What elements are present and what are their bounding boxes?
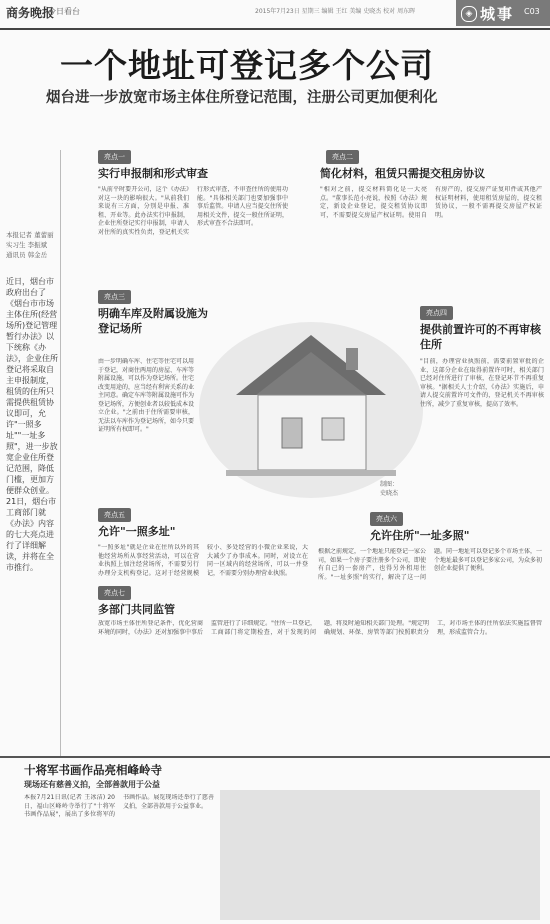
masthead: 商务晚报 — [6, 6, 55, 20]
bottom-article-subtitle: 现场还有慈善义拍，全部善款用于公益 — [24, 780, 160, 789]
byline-line: 实习生 李振斌 — [6, 241, 48, 249]
highlight-tag-5: 亮点五 — [98, 508, 131, 522]
section-title-3: 明确车库及附属设施为登记场所 — [98, 307, 208, 335]
section-body-5: "一照多址"就是企业在住所以外的其他经营场所从事经营活动，可以在营业执照上加注经营场所，不需要另行办理分支机构登记。这对于经营规模较小、多处经营的小微企业来说，大大减少了办事成本。同时，对设立在同一区域内的经营场所，可以一并登记，不需要分别办理营业执照。 — [98, 544, 308, 577]
section-title-2: 简化材料，租赁只需提交租房协议 — [320, 167, 485, 180]
page-subtitle: 烟台进一步放宽市场主体住所登记范围，注册公司更加便利化 — [46, 90, 438, 106]
column-divider — [60, 150, 61, 756]
page-header — [0, 0, 550, 28]
byline-line: 通讯员 韩金岳 — [6, 251, 48, 259]
city-icon: ◈ — [461, 6, 477, 22]
dateline: 2015年7月23日 星期三 编辑 王红 美编 史晓杰 校对 周东晖 — [255, 8, 416, 15]
highlight-tag-6: 亮点六 — [370, 512, 403, 526]
byline-line: 本报记者 董蕾丽 — [6, 231, 54, 239]
section-title-5: 允许"一照多址" — [98, 525, 176, 538]
section-body-3: 由一步明确车库、住宅等住宅可以用于登记，对商住两用的房屋、车库等附属设施，可以作为登记场所。住宅改变用途的，应当经有利害关系的业主同意。确定车库等附属设施可作为登记场所，方便创业者以较低成本设立企业。"之前由于住所需要审核，无法以车库作为登记场所，如今只要证明所有权即可。" — [98, 358, 194, 433]
page-code: C03 — [524, 7, 540, 16]
highlight-tag-4: 亮点四 — [420, 306, 453, 320]
page-title: 一个地址可登记多个公司 — [60, 46, 434, 85]
section-body-4: "目前，办理营业执照前，需要前置审批的企业，这部分企业在取得前置许可时，相关部门已经对住所进行了审核，在登记环节不再重复审核。"据相关人士介绍，《办法》实施后，申请人提交前置许可文件的，登记机关不再审核住所，减少了重复审核，提高了效率。 — [420, 358, 544, 408]
illustration-credit — [380, 480, 398, 498]
byline — [6, 230, 58, 260]
highlight-tag-3: 亮点三 — [98, 290, 131, 304]
highlight-tag-7: 亮点七 — [98, 586, 131, 600]
section-body-7: 放宽市场主体住所登记条件，优化营商环境的同时，《办法》还对加强事中事后监管进行了详细规定。"住所一旦登记，工商部门将定期检查，对于发现的问题，将及时通知相关部门处理。"规定明确规划、环保、房管等部门按照职责分工，对市场主体的住所依法实施监督管理，形成监管合力。 — [98, 620, 542, 636]
section-title-4: 提供前置许可的不再审核住所 — [420, 323, 541, 351]
credit-line: 制图： — [380, 481, 399, 488]
bottom-article-body: 本报7月21日讯(记者 王冰洁) 20日，福山区峰岭寺举行了"十将军书画作品展"，展出了多位将军的书画作品。展览现场还举行了慈善义拍，全部善款用于公益事业。 — [24, 794, 214, 818]
photo-placeholder — [220, 790, 540, 920]
bottom-rule — [0, 756, 550, 758]
lede-text: 近日，烟台市政府出台了《烟台市市场主体住所(经营场所)登记管理暂行办法》以下统称《办法》，企业住所登记将采取自主申报制度，租赁的住所只需提供租赁协议即可，允许"一照多址""一址多照"，进一步放宽企业住所登记范围，降低门槛，更加方便群众创业。21日，烟台市工商部门就《办法》内容的七大亮点进行了详细解读，并将在全市推行。 — [6, 277, 58, 572]
credit-line: 史晓杰 — [380, 490, 399, 497]
section-small: 今日看台 — [48, 7, 80, 16]
section-body-2: "相对之前，提交材料简化是一大亮点。"董事长范小亮说，按照《办法》规定，新设企业登记，提交租赁协议即可，不需要提交房屋产权证明。使用自有房产的，提交房产证复印件或其他产权证明材料，使用租赁房屋的，提交租赁协议，一般不需再提交房屋产权证明。 — [320, 186, 542, 219]
highlight-tag-1: 亮点一 — [98, 150, 131, 164]
section-title-7: 多部门共同监管 — [98, 603, 175, 616]
section-body-1: "从前平时要开公司，这个《办法》对这一块的影响很大。"从前我们来说有三方面，分别是申报、准租、开业等。此办法实行申报制，企业住所登记实行申报制，申请人对住所的真实性负责，登记机关实行形式审查，不审查住所的使用功能。"具体相关部门也要加强事中事后监管。申请人应当提交住所使用相关文件，提交一般住所证明，形式审查不合法即可。 — [98, 186, 288, 236]
house-illustration — [196, 300, 426, 500]
section-badge-label: 城事 — [480, 5, 515, 23]
section-title-6: 允许住所"一址多照" — [370, 529, 470, 542]
header-rule — [0, 28, 550, 30]
section-body-6: 根据之前规定，一个地址只能登记一家公司，如果一个房子要注册多个公司，即使有自己的一套房产，也得另外租用住所。"一址多照"的实行，解决了这一问题。同一地址可以登记多个市场主体，一个地址最多可以登记多家公司，为众多初创企业提供了便利。 — [318, 548, 542, 581]
bottom-article-title: 十将军书画作品亮相峰岭寺 — [24, 763, 162, 777]
section-title-1: 实行申报制和形式审查 — [98, 167, 208, 180]
highlight-tag-2: 亮点二 — [326, 150, 359, 164]
